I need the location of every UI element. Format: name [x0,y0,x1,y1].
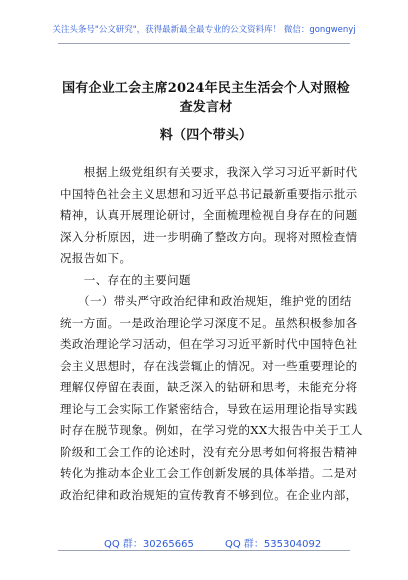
header-divider [58,43,350,44]
body-line: 理论与工会实际工作紧密结合，导致在运用理论指导实践 [60,401,358,416]
body-line: 根据上级党组织有关要求，我深入学习习近平新时代 [60,165,358,179]
body-line: 中国特色社会主义思想和习近平总书记最新重要指示批示 [60,186,358,201]
document-title-line1: 国有企业工会主席2024年民主生活会个人对照检查发言材 [62,81,350,115]
body-line: 会主义思想时，存在浅尝辄止的情况。对一些重要理论的 [60,358,358,373]
body-line: 转化为推动本企业工会工作创新发展的具体举措。二是对 [60,466,358,480]
body-line: 精神，认真开展理论研讨，全面梳理检视自身存在的问题 [60,208,358,222]
body-line: 时存在脱节现象。例如，在学习党的XX大报告中关于工人 [60,423,363,437]
footer-qq-group-1: QQ 群：30265665 [104,539,194,550]
body-line: 一、存在的主要问题 [60,272,191,287]
body-line: 理解仅停留在表面，缺乏深入的钻研和思考，未能充分将 [60,380,358,394]
body-line: 况报告如下。 [60,251,132,265]
footer [0,532,408,552]
body-line: 统一方面。一是政治理论学习深度不足。虽然积极参加各 [60,315,358,330]
document-body [60,162,363,506]
body-line: （一）带头严守政治纪律和政治规矩，维护党的团结 [60,294,352,308]
footer-divider [58,550,350,551]
body-line: 阶级和工会工作的论述时，没有充分思考如何将报告精神 [60,444,358,459]
body-line: 政治纪律和政治规矩的宣传教育不够到位。在企业内部， [60,487,358,502]
document-title-line2: 料（四个带头） [159,128,253,143]
footer-qq-group-2: QQ 群：535304092 [225,539,322,550]
header-promo-note: 关注头条号"公文研究"，获得最新最全最专业的公文资料库！ 微信：gongwenyj [52,25,356,35]
body-line: 类政治理论学习活动，但在学习习近平新时代中国特色社 [60,337,358,351]
body-line: 深入分析原因，进一步明确了整改方向。现将对照检查情 [60,229,358,244]
